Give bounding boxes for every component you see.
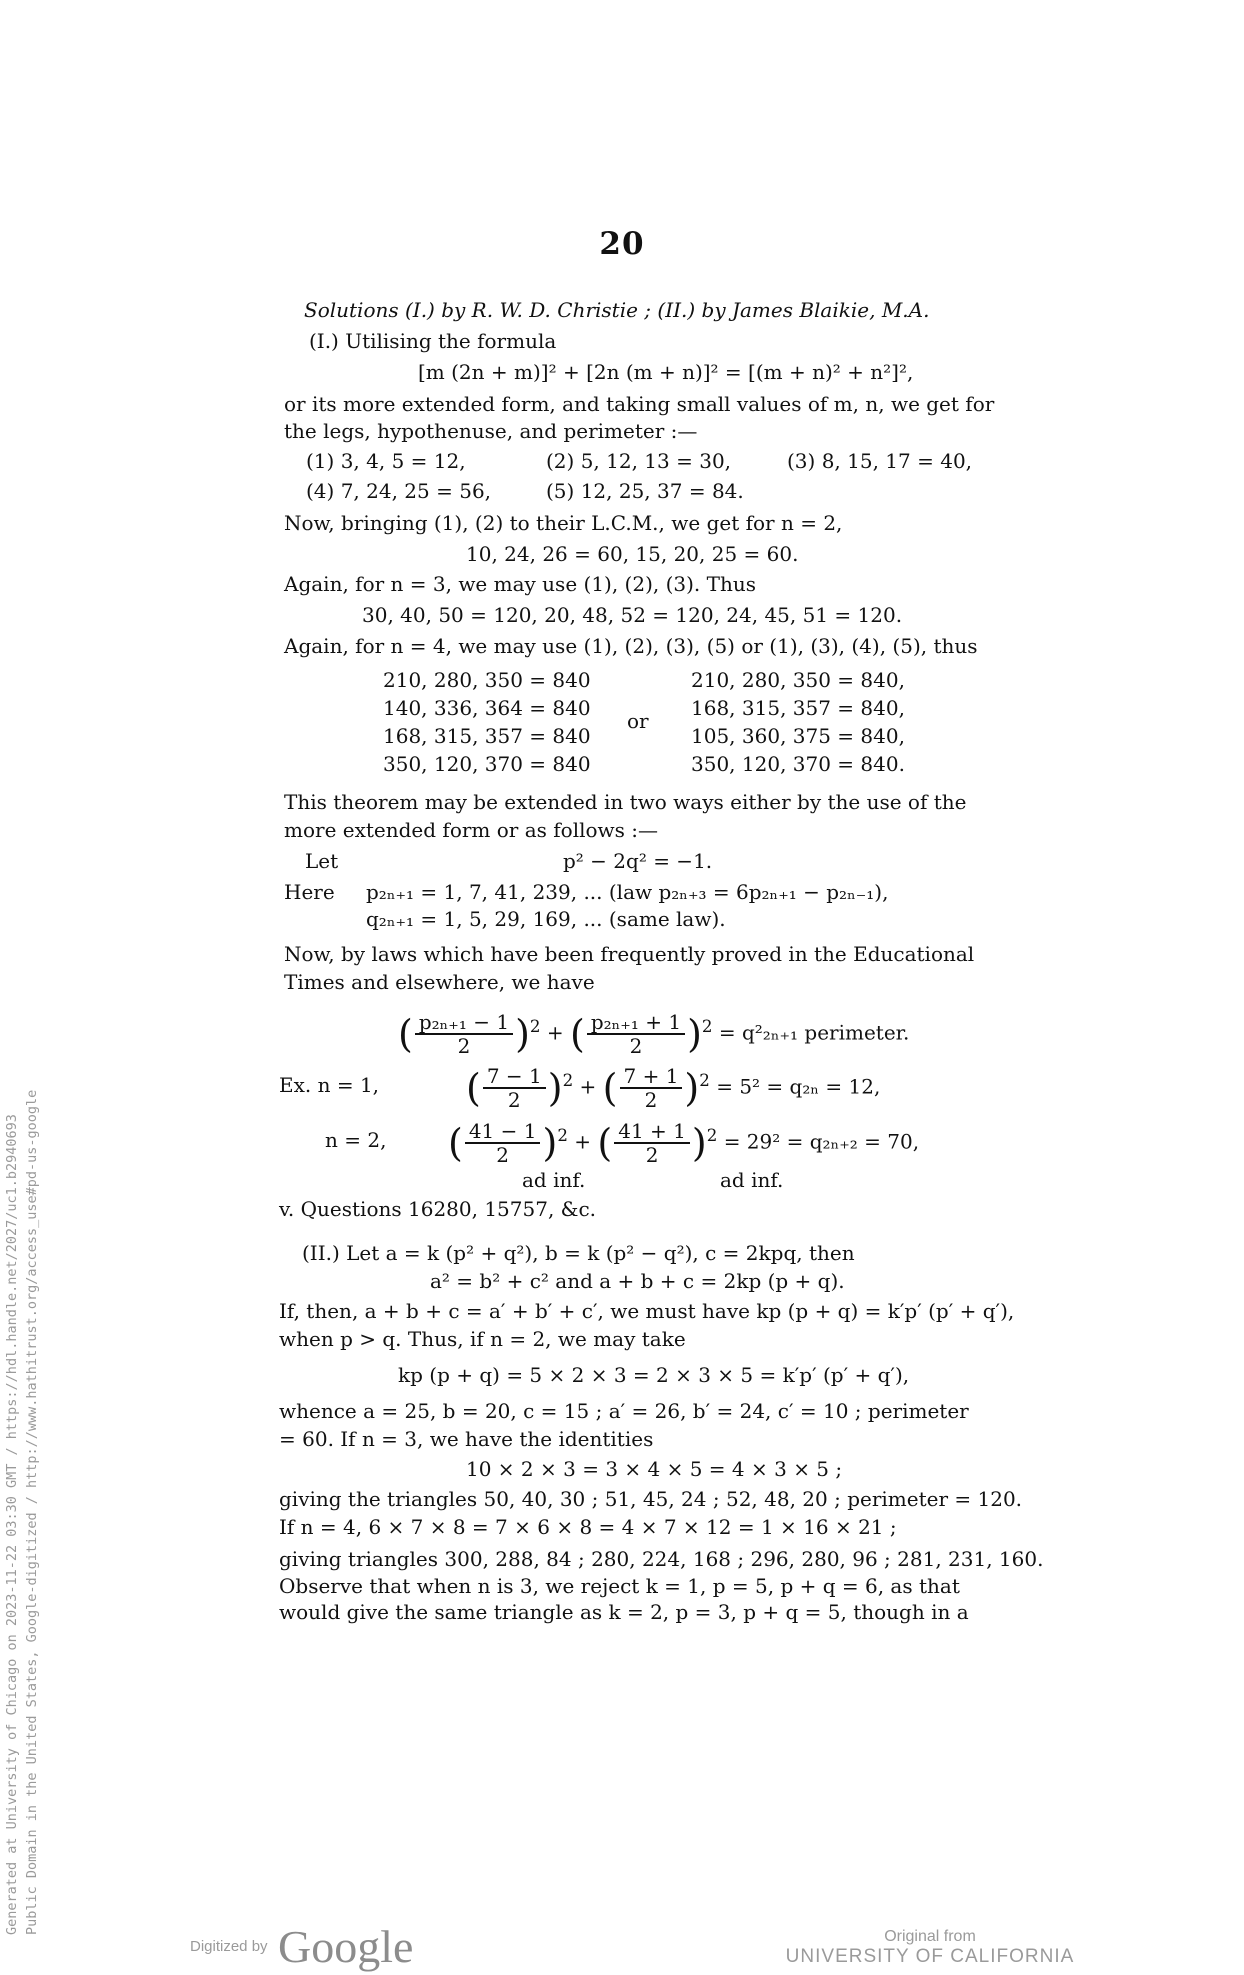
fraction-denominator: 2 xyxy=(629,1034,643,1059)
table-row: 168, 315, 357 = 840, xyxy=(691,696,905,720)
text-line: Now, by laws which have been frequently proved in the Educational xyxy=(284,942,975,966)
triangle-4: (4) 7, 24, 25 = 56, xyxy=(306,479,492,503)
text-line: whence a = 25, b = 20, c = 15 ; a′ = 26, b′ = 24, c′ = 10 ; perimeter xyxy=(279,1399,969,1423)
text-line: more extended form or as follows :— xyxy=(284,818,659,842)
here-label: Here xyxy=(284,880,335,904)
equation-line: 10 × 2 × 3 = 3 × 4 × 5 = 4 × 3 × 5 ; xyxy=(466,1457,843,1481)
text-line: giving the triangles 50, 40, 30 ; 51, 45, 24 ; 52, 48, 20 ; perimeter = 120. xyxy=(279,1487,1023,1511)
table-row: 140, 336, 364 = 840 xyxy=(383,696,591,720)
text-line: Times and elsewhere, we have xyxy=(284,970,595,994)
table-row: 210, 280, 350 = 840 xyxy=(383,668,591,692)
equation-rhs: = q²₂ₙ₊₁ perimeter. xyxy=(718,1020,910,1045)
ad-inf-label: ad inf. xyxy=(720,1168,784,1192)
triangle-5: (5) 12, 25, 37 = 84. xyxy=(546,479,744,503)
text-line: the legs, hypothenuse, and perimeter :— xyxy=(284,419,698,443)
table-row: 210, 280, 350 = 840, xyxy=(691,668,905,692)
fraction-numerator: 41 − 1 xyxy=(465,1120,541,1144)
table-right xyxy=(691,666,905,778)
solution-2-intro: (II.) Let a = k (p² + q²), b = k (p² − q²), c = 2kpq, then xyxy=(302,1241,855,1265)
equation-line: kp (p + q) = 5 × 2 × 3 = 2 × 3 × 5 = k′p′ (p′ + q′), xyxy=(398,1363,910,1387)
text-line: If, then, a + b + c = a′ + b′ + c′, we must have kp (p + q) = k′p′ (p′ + q′), xyxy=(279,1299,1015,1323)
watermark-line: Public Domain in the United States, Google-digitized / http://www.hathitrust.org/access_use#pd-us-google xyxy=(24,1089,40,1935)
digitized-by-label: Digitized by xyxy=(190,1938,268,1955)
equation-rhs: = 5² = q₂ₙ = 12, xyxy=(716,1074,881,1099)
p-sequence: p₂ₙ₊₁ = 1, 7, 41, 239, ... (law p₂ₙ₊₃ = 6p₂ₙ₊₁ − p₂ₙ₋₁), xyxy=(366,880,889,904)
text-line: Now, bringing (1), (2) to their L.C.M., we get for n = 2, xyxy=(284,511,843,535)
text-line: Again, for n = 4, we may use (1), (2), (3), (5) or (1), (3), (4), (5), thus xyxy=(284,634,978,658)
fraction-numerator: 7 + 1 xyxy=(620,1065,683,1089)
text-line: or its more extended form, and taking small values of m, n, we get for xyxy=(284,392,995,416)
table-row: 350, 120, 370 = 840 xyxy=(383,752,591,776)
text-line: = 60. If n = 3, we have the identities xyxy=(279,1427,654,1451)
triangle-3: (3) 8, 15, 17 = 40, xyxy=(787,449,973,473)
table-row: 105, 360, 375 = 840, xyxy=(691,724,905,748)
university-label: UNIVERSITY OF CALIFORNIA xyxy=(785,1946,1075,1967)
fraction-numerator: p₂ₙ₊₁ − 1 xyxy=(415,1011,513,1035)
example-label: Ex. n = 1, xyxy=(279,1073,380,1097)
original-from-label: Original from xyxy=(884,1928,976,1945)
table-left xyxy=(383,666,591,778)
equation-line: 10, 24, 26 = 60, 15, 20, 25 = 60. xyxy=(466,542,799,566)
fraction-numerator: p₂ₙ₊₁ + 1 xyxy=(587,1011,685,1035)
google-logo: Google xyxy=(278,1921,414,1972)
text-line: giving triangles 300, 288, 84 ; 280, 224, 168 ; 296, 280, 96 ; 281, 231, 160. xyxy=(279,1547,1044,1571)
equation-rhs: = 29² = q₂ₙ₊₂ = 70, xyxy=(723,1129,920,1154)
fraction-numerator: 41 + 1 xyxy=(614,1120,690,1144)
triangle-2: (2) 5, 12, 13 = 30, xyxy=(546,449,732,473)
equation-line: 30, 40, 50 = 120, 20, 48, 52 = 120, 24, 45, 51 = 120. xyxy=(362,603,903,627)
fraction-denominator: 2 xyxy=(645,1143,659,1168)
fraction-numerator: 7 − 1 xyxy=(483,1065,546,1089)
text-line: when p > q. Thus, if n = 2, we may take xyxy=(279,1327,686,1351)
fraction-denominator: 2 xyxy=(644,1088,658,1113)
text-line: (I.) Utilising the formula xyxy=(309,329,557,353)
text-line: Observe that when n is 3, we reject k = 1, p = 5, p + q = 6, as that xyxy=(279,1574,960,1598)
ad-inf-label: ad inf. xyxy=(522,1168,586,1192)
fraction-denominator: 2 xyxy=(507,1088,521,1113)
digitized-by-google xyxy=(190,1920,413,1973)
questions-reference: v. Questions 16280, 15757, &c. xyxy=(279,1197,597,1221)
text-line: This theorem may be extended in two ways either by the use of the xyxy=(284,790,967,814)
text-line: If n = 4, 6 × 7 × 8 = 7 × 6 × 8 = 4 × 7 × 12 = 1 × 16 × 21 ; xyxy=(279,1515,897,1539)
formula: [m (2n + m)]² + [2n (m + n)]² = [(m + n)² + n²]², xyxy=(418,360,914,384)
fraction-denominator: 2 xyxy=(496,1143,510,1168)
pell-equation: p² − 2q² = −1. xyxy=(563,849,713,873)
fraction-denominator: 2 xyxy=(457,1034,471,1059)
example-label: n = 2, xyxy=(325,1128,387,1152)
table-row: 350, 120, 370 = 840. xyxy=(691,752,905,776)
solutions-heading: Solutions (I.) by R. W. D. Christie ; (II.) by James Blaikie, M.A. xyxy=(304,298,930,322)
or-label: or xyxy=(627,709,649,733)
perimeter-equation: ( $\frac{\text{p₂ₙ₊₁ − 1}}{2}$ )$^2$ + ( $\frac{\text{p₂ₙ₊₁ + 1}}{2}$ )$^2$ = q²₂ₙ₊₁ perimeter. xyxy=(398,1010,910,1059)
table-row: 168, 315, 357 = 840 xyxy=(383,724,591,748)
triangle-1: (1) 3, 4, 5 = 12, xyxy=(306,449,466,473)
text-line: would give the same triangle as k = 2, p = 3, p + q = 5, though in a xyxy=(279,1600,969,1624)
original-from xyxy=(780,1928,1080,1968)
page-number: 20 xyxy=(599,226,645,262)
equation-line: a² = b² + c² and a + b + c = 2kp (p + q). xyxy=(430,1269,845,1293)
hathitrust-watermark xyxy=(2,985,46,1935)
watermark-line: Generated at University of Chicago on 2023-11-22 03:30 GMT / https://hdl.handle.net/2027/uc1.b2940693 xyxy=(4,1114,20,1935)
example-equation-1: ( $\frac{7 - 1}{2}$ )$^2$ + ( $\frac{7 + 1}{2}$ )$^2$ = 5² = q₂ₙ = 12, xyxy=(466,1064,881,1113)
example-equation-2: ( $\frac{41 - 1}{2}$ )$^2$ + ( $\frac{41 + 1}{2}$ )$^2$ = 29² = q₂ₙ₊₂ = 70, xyxy=(448,1119,920,1168)
text-line: Again, for n = 3, we may use (1), (2), (3). Thus xyxy=(284,572,757,596)
q-sequence: q₂ₙ₊₁ = 1, 5, 29, 169, ... (same law). xyxy=(366,907,726,931)
let-label: Let xyxy=(305,849,339,873)
